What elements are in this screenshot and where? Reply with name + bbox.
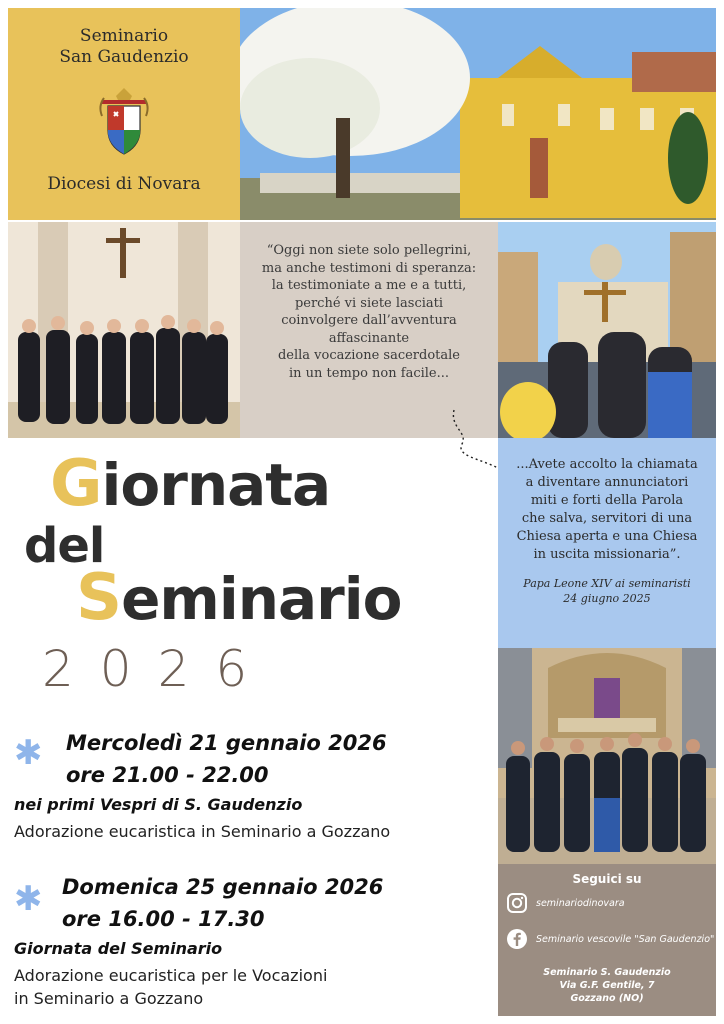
postal-address: Seminario S. Gaudenzio Via G.F. Gentile, 7 Gozzano (NO): [543, 967, 671, 1004]
title-line-seminario: [76, 561, 402, 635]
title-cap-g: G: [50, 447, 102, 521]
title-line-del: del: [24, 518, 105, 574]
contact-block: [498, 864, 716, 1016]
event-1-description: Adorazione eucaristica in Seminario a Gozzano: [14, 822, 391, 841]
quote-second: [498, 438, 716, 648]
seminary-building-photo: [240, 8, 716, 220]
facebook-icon: [506, 928, 528, 950]
org-name: Seminario San Gaudenzio: [59, 26, 189, 67]
group-church-photo: [498, 648, 716, 864]
event-1-time: ore 21.00 - 22.00: [66, 763, 269, 787]
event-2-date: Domenica 25 gennaio 2026: [62, 875, 384, 899]
instagram-handle: seminariodinovara: [536, 897, 625, 909]
facebook-link[interactable]: [506, 928, 714, 950]
event-1-date: Mercoledì 21 gennaio 2026: [66, 731, 387, 755]
coat-of-arms-icon: [96, 86, 152, 158]
instagram-link[interactable]: [506, 892, 625, 914]
quote-second-body: ...Avete accolto la chiamata a diventare annunciatori miti e forti della Parola che salva, servitori di una Chiesa aperta e una Chiesa in uscita missionaria”.: [516, 457, 698, 562]
instagram-icon: [506, 892, 528, 914]
title-rest-seminario: eminario: [121, 565, 402, 633]
rome-pilgrimage-photo: [498, 222, 716, 438]
title-cap-s: S: [76, 561, 122, 635]
header-block: [8, 8, 240, 220]
event-2-subtitle: Giornata del Seminario: [14, 939, 223, 958]
event-2-time: ore 16.00 - 17.30: [62, 907, 265, 931]
event-1-subtitle: nei primi Vespri di S. Gaudenzio: [14, 795, 303, 814]
quote-attribution: Papa Leone XIV ai seminaristi 24 giugno 2025: [523, 577, 691, 605]
social-heading: Seguici su: [572, 872, 642, 886]
facebook-page: Seminario vescovile "San Gaudenzio": [536, 933, 715, 945]
event-2-description: Adorazione eucaristica per le Vocazioni in Seminario a Gozzano: [14, 966, 328, 1008]
asterisk-icon: ✱: [14, 733, 43, 773]
title-line-giornata: [50, 447, 331, 521]
title-rest-giornata: iornata: [101, 451, 331, 519]
title-year: 2026: [42, 640, 274, 698]
quote-first: “Oggi non siete solo pellegrini, ma anche testimoni di speranza: la testimoniate a me e a tutti, perché vi siete lasciati coinvolgere dall’avventura affascinante della vocazione sacerdotale in un tempo non facile...: [240, 222, 498, 438]
seminarians-chapel-photo: [8, 222, 240, 438]
asterisk-icon: ✱: [14, 879, 43, 919]
dotted-connector: [448, 408, 504, 478]
diocese-name: Diocesi di Novara: [47, 174, 201, 194]
